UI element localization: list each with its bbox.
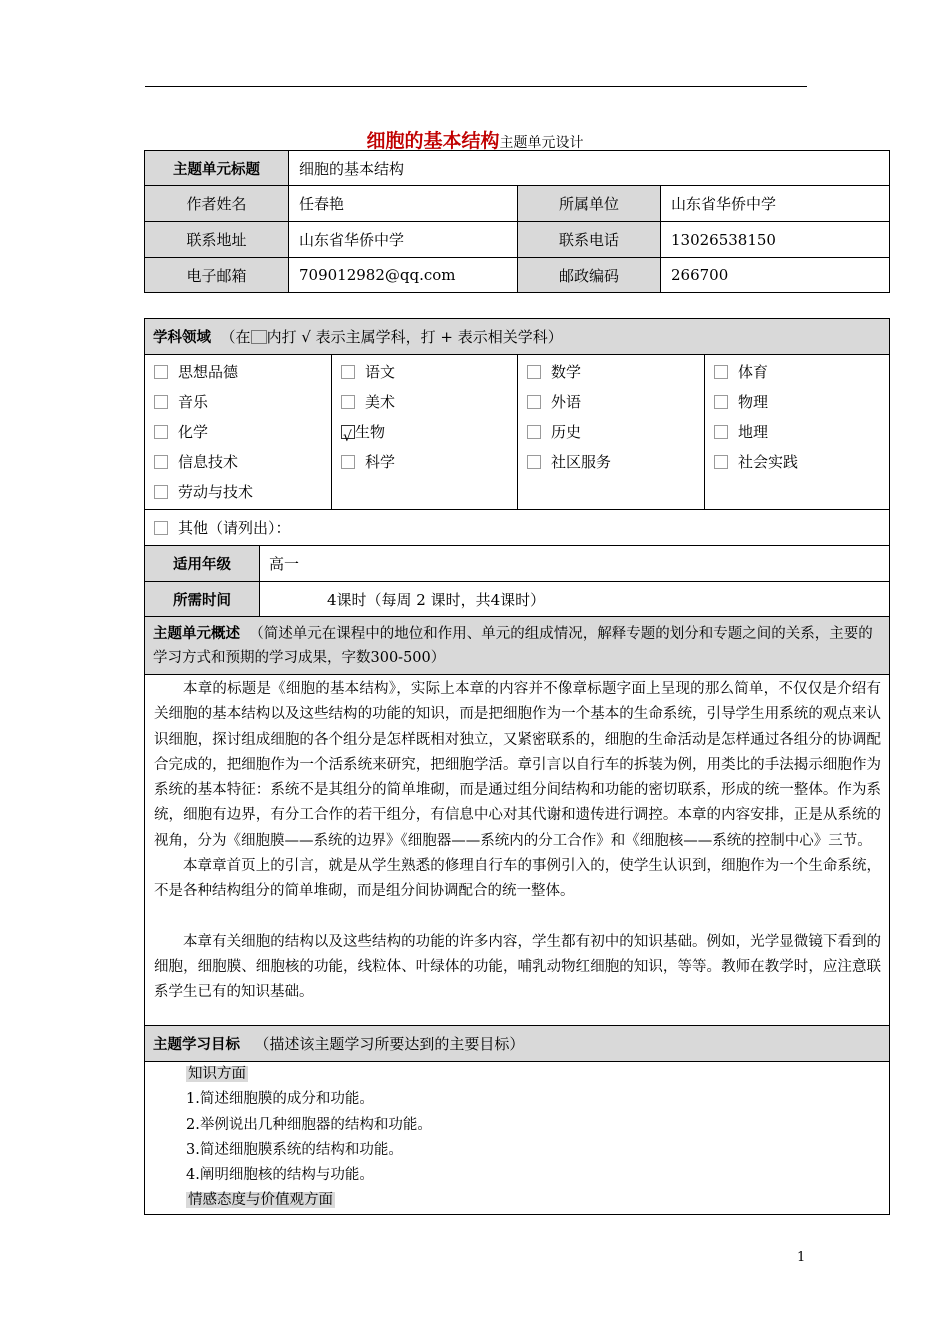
time-label: 所需时间 bbox=[145, 582, 260, 617]
details-table bbox=[144, 318, 890, 1215]
subject-item[interactable] bbox=[705, 447, 889, 477]
goal-item: 3.简述细胞膜系统的结构和功能。 bbox=[186, 1141, 403, 1158]
subject-item[interactable] bbox=[145, 477, 331, 507]
checkbox-icon[interactable] bbox=[527, 365, 541, 379]
phone-label: 联系电话 bbox=[518, 222, 661, 258]
checkbox-icon[interactable] bbox=[527, 425, 541, 439]
address-label: 联系地址 bbox=[145, 222, 289, 258]
time-value: 4课时（每周 2 课时，共4课时） bbox=[260, 582, 890, 617]
subject-item[interactable] bbox=[145, 447, 331, 477]
subject-label: 物理 bbox=[738, 393, 769, 411]
checkbox-icon[interactable] bbox=[154, 455, 168, 469]
overview-paragraph: 本章章首页上的引言，就是从学生熟悉的修理自行车的事例引入的，使学生认识到，细胞作为一个生命系统，不是各种结构组分的简单堆砌，而是组分间协调配合的统一整体。 bbox=[154, 858, 881, 900]
subject-label: 化学 bbox=[178, 423, 209, 441]
subject-label: 语文 bbox=[365, 363, 396, 381]
subject-col-3 bbox=[518, 355, 705, 510]
checkbox-icon[interactable] bbox=[714, 425, 728, 439]
subject-item[interactable] bbox=[332, 357, 517, 387]
checkbox-icon[interactable] bbox=[714, 365, 728, 379]
subject-col-1 bbox=[145, 355, 332, 510]
subject-other: 其他（请列出）： bbox=[145, 510, 890, 546]
page-title: 细胞的基本结构主题单元设计 bbox=[366, 130, 584, 152]
checkbox-icon[interactable] bbox=[154, 395, 168, 409]
goals-header: 主题学习目标 （描述该主题学习所要达到的主要目标） bbox=[145, 1026, 890, 1062]
overview-paragraph: 本章的标题是《细胞的基本结构》，实际上本章的内容并不像章标题字面上呈现的那么简单，不仅仅是介绍有关细胞的基本结构以及这些结构的功能的知识，而是把细胞作为一个基本的生命系统，引导学生用系统的观点来认识细胞，探讨组成细胞的各个组分是怎样既相对独立，又紧密联系的，细胞的生命活动是怎样通过各组分的协调配合完成的，把细胞作为一个活系统来研究，把细胞学活。章引言以自行车的拆装为例，用类比的手法揭示细胞作为系统的基本特征：系统不是其组分的简单堆砌，而是通过组分间结构和功能的密切联系，形成的统一整体。作为系统，细胞有边界，有分工合作的若干组分，有信息中心对其代谢和遗传进行调控。本章的内容安排，正是从系统的视角，分为《细胞膜——系统的边界》《细胞器——系统内的分工合作》和《细胞核——系统的控制中心》三节。 bbox=[154, 681, 881, 849]
subject-item[interactable] bbox=[518, 417, 704, 447]
subject-item[interactable] bbox=[518, 447, 704, 477]
subject-label: 外语 bbox=[551, 393, 582, 411]
subject-item[interactable] bbox=[705, 357, 889, 387]
author-label: 作者姓名 bbox=[145, 186, 289, 222]
checkbox-icon[interactable] bbox=[154, 521, 168, 535]
subject-label: 体育 bbox=[738, 363, 769, 381]
subject-label: 美术 bbox=[365, 393, 396, 411]
checkbox-icon[interactable] bbox=[341, 365, 355, 379]
checkbox-icon[interactable] bbox=[154, 485, 168, 499]
subject-label: 信息技术 bbox=[178, 453, 239, 471]
subject-label: 社会实践 bbox=[738, 453, 799, 471]
checkbox-sample-icon bbox=[251, 330, 267, 344]
author-value: 任春艳 bbox=[289, 186, 518, 222]
org-label: 所属单位 bbox=[518, 186, 661, 222]
subject-label: 音乐 bbox=[178, 393, 209, 411]
subject-label: 科学 bbox=[365, 453, 396, 471]
subject-item[interactable] bbox=[145, 357, 331, 387]
overview-header: 主题单元概述 （简述单元在课程中的地位和作用、单元的组成情况，解释专题的划分和专题之间的关系，主要的学习方式和预期的学习成果，字数300-500） bbox=[145, 617, 890, 675]
checkbox-icon[interactable] bbox=[341, 395, 355, 409]
unit-title-label: 主题单元标题 bbox=[145, 151, 289, 186]
checkbox-icon[interactable] bbox=[714, 455, 728, 469]
postcode-value: 266700 bbox=[661, 258, 890, 293]
goals-body bbox=[145, 1062, 890, 1215]
checkbox-icon[interactable] bbox=[527, 455, 541, 469]
goal-item: 2.举例说出几种细胞器的结构和功能。 bbox=[186, 1116, 432, 1133]
subject-item[interactable] bbox=[705, 387, 889, 417]
subject-label: 劳动与技术 bbox=[178, 483, 254, 501]
subject-label: 社区服务 bbox=[551, 453, 612, 471]
checkbox-icon[interactable] bbox=[714, 395, 728, 409]
page-number: 1 bbox=[797, 1250, 806, 1265]
postcode-label: 邮政编码 bbox=[518, 258, 661, 293]
subject-item[interactable] bbox=[332, 417, 517, 447]
email-value: 709012982@qq.com bbox=[289, 258, 518, 293]
header-rule bbox=[145, 86, 807, 87]
subject-label: 地理 bbox=[738, 423, 769, 441]
subject-item[interactable] bbox=[518, 357, 704, 387]
checkbox-icon[interactable] bbox=[341, 455, 355, 469]
email-label: 电子邮箱 bbox=[145, 258, 289, 293]
overview-body bbox=[145, 675, 890, 1026]
subject-item[interactable] bbox=[705, 417, 889, 447]
subject-header: 学科领域 （在 内打 √ 表示主属学科，打 + 表示相关学科） bbox=[145, 319, 890, 355]
checkbox-icon[interactable] bbox=[154, 365, 168, 379]
goal-item: 4.阐明细胞核的结构与功能。 bbox=[186, 1167, 374, 1184]
subject-item[interactable] bbox=[332, 447, 517, 477]
attitude-heading: 情感态度与价值观方面 bbox=[188, 1192, 333, 1209]
subject-item[interactable] bbox=[145, 387, 331, 417]
subject-item[interactable] bbox=[518, 387, 704, 417]
subject-label: 生物 bbox=[355, 423, 386, 441]
subject-label: 思想品德 bbox=[178, 363, 239, 381]
overview-paragraph: 本章有关细胞的结构以及这些结构的功能的许多内容，学生都有初中的知识基础。例如，光学显微镜下看到的细胞，细胞膜、细胞核的功能，线粒体、叶绿体的功能，哺乳动物红细胞的知识，等等。教师在教学时，应注意联系学生已有的知识基础。 bbox=[154, 933, 881, 1001]
subject-label: 数学 bbox=[551, 363, 582, 381]
checkbox-icon[interactable] bbox=[527, 395, 541, 409]
goal-item: 1.简述细胞膜的成分和功能。 bbox=[186, 1091, 374, 1108]
unit-title-value: 细胞的基本结构 bbox=[289, 151, 890, 186]
org-value: 山东省华侨中学 bbox=[661, 186, 890, 222]
subject-item[interactable] bbox=[332, 387, 517, 417]
checkbox-icon[interactable] bbox=[154, 425, 168, 439]
subject-label: 历史 bbox=[551, 423, 582, 441]
grade-label: 适用年级 bbox=[145, 546, 260, 582]
info-table bbox=[144, 150, 890, 293]
checked-checkbox-icon[interactable] bbox=[341, 425, 355, 439]
subject-item[interactable] bbox=[145, 417, 331, 447]
subject-col-2 bbox=[332, 355, 518, 510]
phone-value: 13026538150 bbox=[661, 222, 890, 258]
grade-value: 高一 bbox=[260, 546, 890, 582]
address-value: 山东省华侨中学 bbox=[289, 222, 518, 258]
subject-col-4 bbox=[705, 355, 890, 510]
knowledge-heading: 知识方面 bbox=[188, 1066, 246, 1082]
